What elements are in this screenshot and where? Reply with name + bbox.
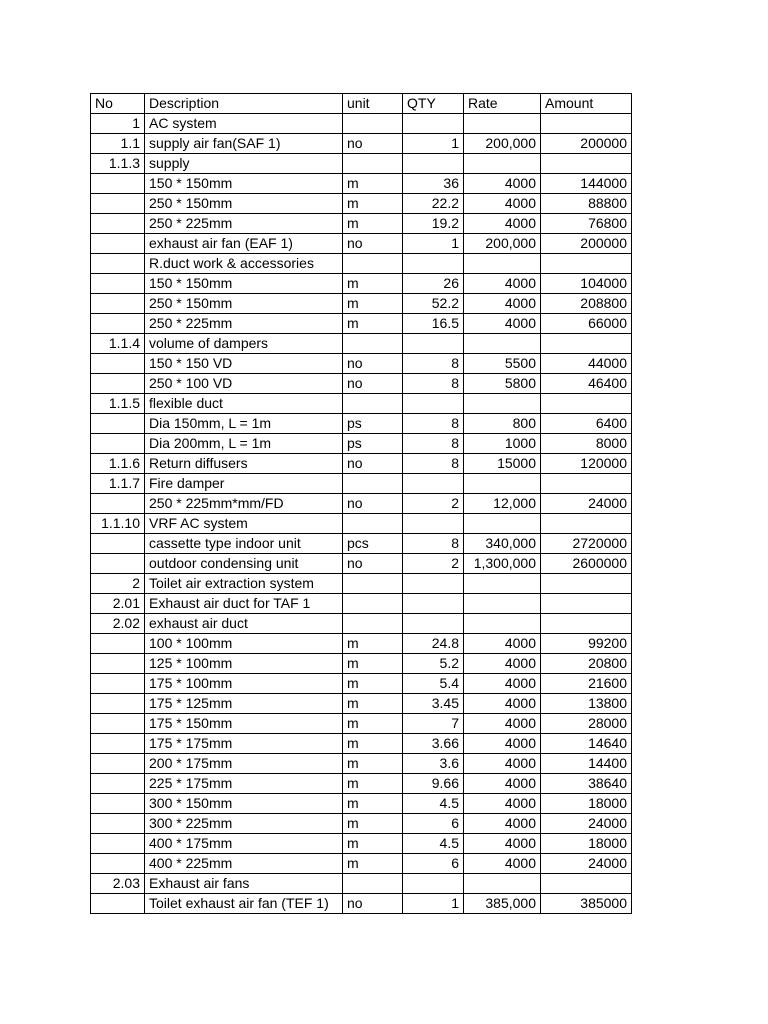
table-row [91,594,632,614]
cell-qty: 8 [403,454,464,474]
cell-rate [464,574,541,594]
cell-description: R.duct work & accessories [145,254,343,274]
cell-qty: 8 [403,534,464,554]
cell-no [91,674,145,694]
table-row [91,394,632,414]
cell-description: 225 * 175mm [145,774,343,794]
cell-rate [464,154,541,174]
cell-unit: m [343,734,403,754]
cell-amount: 18000 [541,834,632,854]
cell-amount: 208800 [541,294,632,314]
cell-amount: 2600000 [541,554,632,574]
cell-description: Toilet air extraction system [145,574,343,594]
cell-rate: 4000 [464,274,541,294]
cell-unit: m [343,814,403,834]
table-row [91,354,632,374]
cell-rate: 385,000 [464,894,541,914]
cell-amount: 2720000 [541,534,632,554]
table-row [91,474,632,494]
cell-amount: 104000 [541,274,632,294]
table-row [91,494,632,514]
cell-no [91,834,145,854]
header-no: No [91,94,145,114]
cell-rate: 340,000 [464,534,541,554]
cell-amount: 38640 [541,774,632,794]
cell-amount [541,254,632,274]
cell-qty: 8 [403,374,464,394]
cell-no: 1.1.4 [91,334,145,354]
cell-qty: 6 [403,814,464,834]
cell-qty: 8 [403,434,464,454]
cell-unit: m [343,314,403,334]
cell-unit: no [343,234,403,254]
cell-unit: m [343,274,403,294]
cell-description: 250 * 150mm [145,194,343,214]
cell-unit: m [343,834,403,854]
table-row [91,794,632,814]
table-row [91,414,632,434]
cell-amount: 99200 [541,634,632,654]
cell-rate: 4000 [464,714,541,734]
cell-amount: 28000 [541,714,632,734]
header-rate: Rate [464,94,541,114]
cell-rate [464,334,541,354]
cell-unit: m [343,194,403,214]
cell-qty [403,574,464,594]
cell-unit [343,154,403,174]
cell-rate: 4000 [464,814,541,834]
cell-amount: 385000 [541,894,632,914]
cell-amount: 144000 [541,174,632,194]
cell-qty: 6 [403,854,464,874]
table-row [91,714,632,734]
cell-amount: 200000 [541,134,632,154]
cell-no [91,794,145,814]
cell-amount [541,114,632,134]
cell-rate [464,394,541,414]
cell-amount: 46400 [541,374,632,394]
table-row [91,154,632,174]
cell-no: 1.1 [91,134,145,154]
cell-description: outdoor condensing unit [145,554,343,574]
cell-no: 1 [91,114,145,134]
table-row [91,814,632,834]
cell-qty: 4.5 [403,834,464,854]
cell-amount: 120000 [541,454,632,474]
cell-description: volume of dampers [145,334,343,354]
table-row [91,214,632,234]
header-amount: Amount [541,94,632,114]
cell-amount [541,154,632,174]
cell-description: AC system [145,114,343,134]
table-row [91,874,632,894]
cell-amount [541,334,632,354]
cell-unit: no [343,894,403,914]
cell-no [91,174,145,194]
cell-amount: 88800 [541,194,632,214]
cell-amount [541,594,632,614]
table-row [91,114,632,134]
cell-rate: 4000 [464,774,541,794]
cell-qty: 5.4 [403,674,464,694]
header-description: Description [145,94,343,114]
cell-unit [343,114,403,134]
cell-no [91,494,145,514]
cell-rate: 800 [464,414,541,434]
cell-qty: 4.5 [403,794,464,814]
cell-qty: 52.2 [403,294,464,314]
cell-unit: ps [343,434,403,454]
cell-description: cassette type indoor unit [145,534,343,554]
cell-description: 250 * 225mm [145,314,343,334]
cell-unit: m [343,174,403,194]
table-row [91,634,632,654]
cell-rate: 4000 [464,634,541,654]
table-row [91,374,632,394]
cell-description: Return diffusers [145,454,343,474]
table-row [91,454,632,474]
cell-rate: 5800 [464,374,541,394]
cell-amount: 6400 [541,414,632,434]
cell-no [91,354,145,374]
cell-rate: 4000 [464,694,541,714]
cell-no [91,214,145,234]
cell-description: Exhaust air duct for TAF 1 [145,594,343,614]
cell-description: 400 * 175mm [145,834,343,854]
cell-amount: 20800 [541,654,632,674]
cell-description: 300 * 150mm [145,794,343,814]
cell-no [91,734,145,754]
table-row [91,674,632,694]
cell-qty [403,154,464,174]
cell-description: 100 * 100mm [145,634,343,654]
cell-amount: 24000 [541,854,632,874]
cell-qty [403,594,464,614]
cell-qty: 1 [403,894,464,914]
cell-unit: m [343,294,403,314]
table-row [91,654,632,674]
cell-no [91,374,145,394]
cell-description: 150 * 150 VD [145,354,343,374]
cell-unit: pcs [343,534,403,554]
cell-amount: 24000 [541,814,632,834]
cell-no [91,294,145,314]
cell-amount [541,474,632,494]
table-row [91,314,632,334]
cell-rate [464,474,541,494]
cell-qty [403,614,464,634]
cell-qty: 22.2 [403,194,464,214]
cell-rate: 4000 [464,754,541,774]
cell-rate: 12,000 [464,494,541,514]
cell-no [91,314,145,334]
table-header [91,94,632,114]
cell-qty [403,394,464,414]
cell-unit: m [343,854,403,874]
table-row [91,694,632,714]
table-row [91,514,632,534]
cell-qty: 7 [403,714,464,734]
cell-description: supply [145,154,343,174]
cell-rate: 4000 [464,734,541,754]
cell-rate [464,614,541,634]
cell-rate: 5500 [464,354,541,374]
table-row [91,754,632,774]
cell-description: 150 * 150mm [145,174,343,194]
cell-amount [541,574,632,594]
cell-unit: m [343,214,403,234]
cell-rate: 1,300,000 [464,554,541,574]
cell-no [91,554,145,574]
cell-description: 250 * 150mm [145,294,343,314]
cell-no [91,854,145,874]
cell-unit: m [343,674,403,694]
cell-unit: m [343,634,403,654]
table-row [91,774,632,794]
cell-no: 1.1.10 [91,514,145,534]
cell-rate [464,874,541,894]
cell-rate: 4000 [464,674,541,694]
table-row [91,294,632,314]
cell-description: 250 * 225mm*mm/FD [145,494,343,514]
table-row [91,434,632,454]
cell-unit: no [343,494,403,514]
cell-description: 200 * 175mm [145,754,343,774]
cell-amount [541,514,632,534]
cell-unit [343,474,403,494]
cell-unit [343,514,403,534]
cell-description: 125 * 100mm [145,654,343,674]
cell-amount [541,874,632,894]
cell-amount: 66000 [541,314,632,334]
cell-qty: 2 [403,554,464,574]
cell-description: exhaust air duct [145,614,343,634]
cell-unit [343,394,403,414]
table-row [91,614,632,634]
cell-description: 250 * 225mm [145,214,343,234]
table-row [91,854,632,874]
cell-rate [464,514,541,534]
cell-description: VRF AC system [145,514,343,534]
cell-amount: 76800 [541,214,632,234]
cell-no [91,694,145,714]
cell-unit [343,334,403,354]
table-row [91,134,632,154]
cell-no [91,654,145,674]
cell-unit: m [343,654,403,674]
table-body [91,114,632,914]
table-row [91,194,632,214]
cell-description: supply air fan(SAF 1) [145,134,343,154]
cell-description: Exhaust air fans [145,874,343,894]
cell-unit: m [343,754,403,774]
cell-qty: 3.66 [403,734,464,754]
cell-description: 175 * 150mm [145,714,343,734]
cell-amount: 18000 [541,794,632,814]
cell-qty: 3.6 [403,754,464,774]
table-row [91,334,632,354]
cell-no [91,534,145,554]
header-qty: QTY [403,94,464,114]
cell-no [91,814,145,834]
cell-qty: 8 [403,414,464,434]
table-row [91,534,632,554]
cell-amount: 21600 [541,674,632,694]
cell-description: 150 * 150mm [145,274,343,294]
cell-rate: 15000 [464,454,541,474]
cell-description: 175 * 175mm [145,734,343,754]
cell-description: exhaust air fan (EAF 1) [145,234,343,254]
cell-rate [464,594,541,614]
cell-unit [343,254,403,274]
cell-qty [403,514,464,534]
cell-qty: 1 [403,234,464,254]
cell-unit: no [343,454,403,474]
cell-description: Dia 200mm, L = 1m [145,434,343,454]
cell-amount: 14400 [541,754,632,774]
cell-qty: 3.45 [403,694,464,714]
cell-rate: 200,000 [464,134,541,154]
cell-no: 1.1.6 [91,454,145,474]
cell-unit: m [343,714,403,734]
cell-unit: no [343,374,403,394]
cell-qty: 19.2 [403,214,464,234]
cell-rate: 4000 [464,314,541,334]
cell-description: 175 * 125mm [145,694,343,714]
cell-no [91,754,145,774]
cell-rate: 4000 [464,654,541,674]
cell-unit: ps [343,414,403,434]
cell-qty: 36 [403,174,464,194]
cell-unit [343,874,403,894]
cell-rate: 4000 [464,294,541,314]
cell-description: 250 * 100 VD [145,374,343,394]
cell-unit [343,574,403,594]
cell-qty [403,874,464,894]
cell-no: 1.1.7 [91,474,145,494]
cell-unit [343,614,403,634]
cell-unit: m [343,694,403,714]
cell-description: Dia 150mm, L = 1m [145,414,343,434]
cell-no [91,254,145,274]
cell-amount: 8000 [541,434,632,454]
cell-rate: 4000 [464,834,541,854]
cell-no: 2 [91,574,145,594]
cell-qty [403,114,464,134]
cell-no [91,894,145,914]
cell-qty: 1 [403,134,464,154]
cell-unit: no [343,554,403,574]
cell-no [91,194,145,214]
cell-no: 1.1.3 [91,154,145,174]
table-row [91,734,632,754]
table-row [91,574,632,594]
cell-description: 175 * 100mm [145,674,343,694]
table-row [91,254,632,274]
cell-qty: 24.8 [403,634,464,654]
cell-qty: 5.2 [403,654,464,674]
table-row [91,234,632,254]
cell-rate: 4000 [464,854,541,874]
cell-description: Toilet exhaust air fan (TEF 1) [145,894,343,914]
cell-unit [343,594,403,614]
cell-rate [464,114,541,134]
cell-qty [403,254,464,274]
cell-description: Fire damper [145,474,343,494]
cell-no [91,634,145,654]
table-row [91,894,632,914]
cell-description: 300 * 225mm [145,814,343,834]
cell-rate: 4000 [464,194,541,214]
cell-no [91,274,145,294]
cell-no: 2.02 [91,614,145,634]
cell-no [91,774,145,794]
cell-amount [541,614,632,634]
cell-qty: 2 [403,494,464,514]
cell-rate [464,254,541,274]
cell-qty: 16.5 [403,314,464,334]
table-row [91,174,632,194]
cell-rate: 1000 [464,434,541,454]
cell-amount: 24000 [541,494,632,514]
cell-no [91,714,145,734]
cell-unit: no [343,354,403,374]
cell-rate: 4000 [464,174,541,194]
cell-amount: 14640 [541,734,632,754]
cell-no [91,234,145,254]
cell-qty: 8 [403,354,464,374]
cell-qty [403,474,464,494]
cell-amount: 200000 [541,234,632,254]
table-row [91,554,632,574]
table-row [91,274,632,294]
cell-unit: no [343,134,403,154]
cell-description: 400 * 225mm [145,854,343,874]
cell-amount [541,394,632,414]
cell-rate: 4000 [464,794,541,814]
cell-no: 1.1.5 [91,394,145,414]
table-row [91,834,632,854]
cell-no: 2.01 [91,594,145,614]
cell-unit: m [343,794,403,814]
cell-no [91,414,145,434]
cell-rate: 200,000 [464,234,541,254]
cell-description: flexible duct [145,394,343,414]
header-row [91,94,632,114]
cell-no [91,434,145,454]
boq-table [90,93,632,914]
cell-no: 2.03 [91,874,145,894]
cell-amount: 44000 [541,354,632,374]
cell-qty: 9.66 [403,774,464,794]
cell-rate: 4000 [464,214,541,234]
header-unit: unit [343,94,403,114]
cell-qty: 26 [403,274,464,294]
cell-amount: 13800 [541,694,632,714]
cell-unit: m [343,774,403,794]
cell-qty [403,334,464,354]
